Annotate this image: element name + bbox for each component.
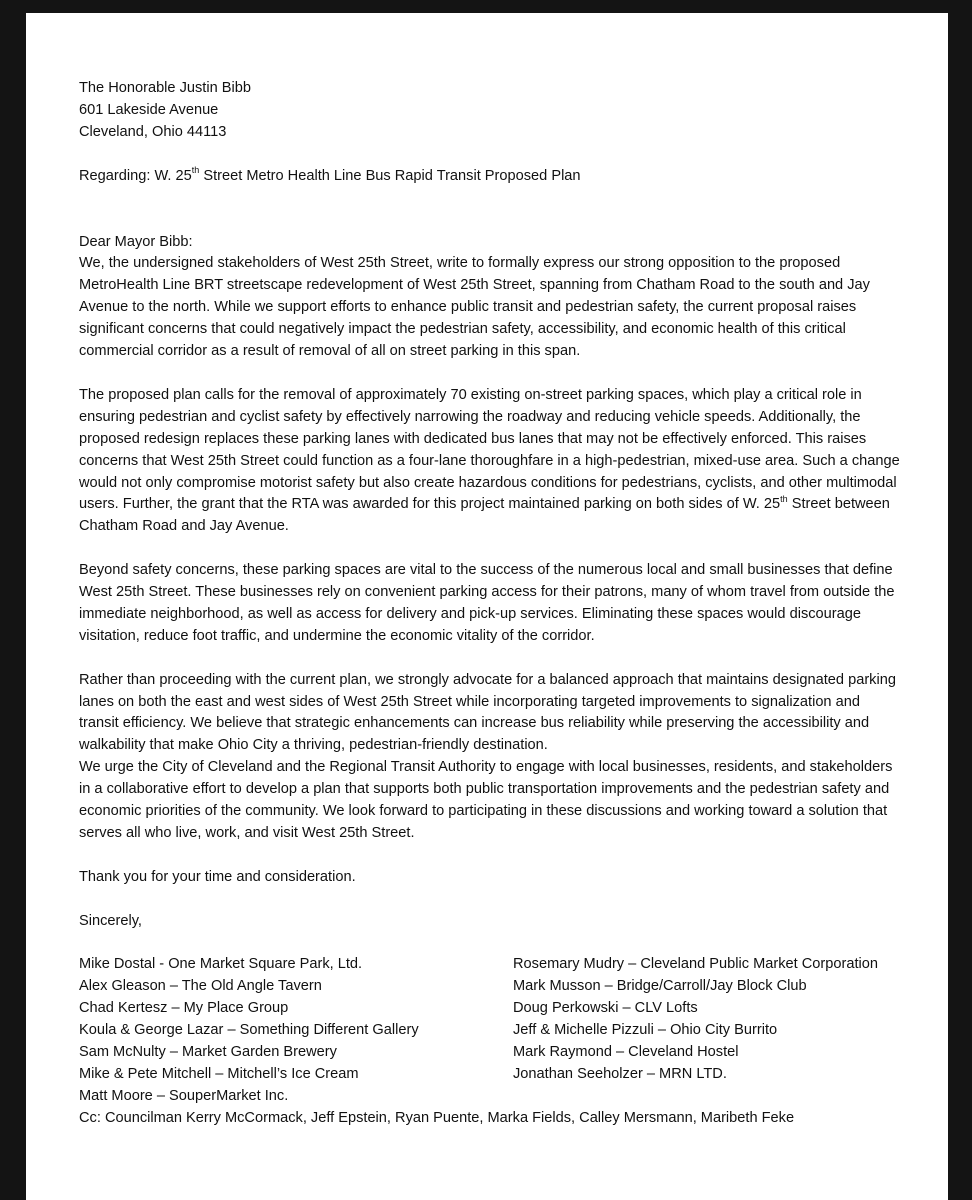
signer-line: Doug Perkowski – CLV Lofts xyxy=(513,1000,698,1017)
cc-line: Cc: Councilman Kerry McCormack, Jeff Epstein, Ryan Puente, Marka Fields, Calley Mersmann, Maribeth Feke xyxy=(79,1109,795,1126)
signer-line: Matt Moore – SouperMarket Inc. xyxy=(79,1087,289,1104)
regarding-prefix: Regarding: W. 25 xyxy=(79,167,192,184)
signer-line: Mike Dostal - One Market Square Park, Ltd. xyxy=(79,956,363,973)
signer-line: Alex Gleason – The Old Angle Tavern xyxy=(79,978,322,995)
thanks-line: Thank you for your time and consideration. xyxy=(79,868,356,885)
signer-line: Rosemary Mudry – Cleveland Public Market Corporation xyxy=(513,956,878,973)
signatories xyxy=(79,954,901,1107)
signer-line: Sam McNulty – Market Garden Brewery xyxy=(79,1043,337,1060)
paragraph-safety-text: The proposed plan calls for the removal of approximately 70 existing on-street parking spaces, which play a critical role in ensuring pedestrian and cyclist safety by effectively narrowing the roadway and reducing vehicle speeds. Additionally, the proposed redesign replaces these parking lanes with dedicated bus lanes that may not be effectively enforced. This raises concerns that West 25th Street could function as a four-lane thoroughfare in a high-pedestrian, mixed-use area. Such a change would not only compromise motorist safety but also create hazardous conditions for pedestrians, cyclists, and other multimodal users. Further, the grant that the RTA was awarded for this project maintained parking on both sides of W. 25 xyxy=(79,386,900,513)
signer-line: Mike & Pete Mitchell – Mitchell’s Ice Cream xyxy=(79,1065,359,1082)
paragraph-business: Beyond safety concerns, these parking spaces are vital to the success of the numerous local and small businesses that define West 25th Street. These businesses rely on convenient parking access for their patrons, many of whom travel from outside the immediate neighborhood, as well as access for delivery and pick-up services. Eliminating these spaces would discourage visitation, reduce foot traffic, and undermine the economic vitality of the corridor. xyxy=(79,562,895,644)
regarding-suffix: Street Metro Health Line Bus Rapid Transit Proposed Plan xyxy=(199,167,581,184)
letter-body xyxy=(79,78,901,1130)
regarding-line xyxy=(79,166,901,188)
regarding-superscript: th xyxy=(191,164,200,175)
signer-line: Mark Musson – Bridge/Carroll/Jay Block Club xyxy=(513,978,807,995)
paragraph-safety-tail: Street between Chatham Road and Jay Avenue. xyxy=(79,496,890,535)
signers-left-column xyxy=(79,954,513,1107)
recipient-name: The Honorable Justin Bibb xyxy=(79,80,251,96)
recipient-address xyxy=(79,78,901,144)
signer-line: Koula & George Lazar – Something Different Gallery xyxy=(79,1022,419,1039)
paragraph-alternative: Rather than proceeding with the current plan, we strongly advocate for a balanced approach that maintains designated parking lanes on both the east and west sides of West 25th Street while incorporating targeted improvements to signalization and transit efficiency. We believe that strategic enhancements can increase bus reliability while preserving the accessibility and walkability that make Ohio City a thriving, pedestrian-friendly destination. xyxy=(79,671,896,754)
signer-line: Jeff & Michelle Pizzuli – Ohio City Burrito xyxy=(513,1022,778,1039)
salutation: Dear Mayor Bibb: xyxy=(79,233,193,250)
signer-line: Jonathan Seeholzer – MRN LTD. xyxy=(513,1065,727,1082)
paragraph-opposition: We, the undersigned stakeholders of West 25th Street, write to formally express our strong opposition to the proposed MetroHealth Line BRT streetscape redevelopment of West 25th Street, spanning from Chatham Road to the south and Jay Avenue to the north. While we support efforts to enhance public transit and pedestrian safety, the current proposal raises significant concerns that could negatively impact the pedestrian safety, accessibility, and economic health of this critical commercial corridor as a result of removal of all on street parking in this span. xyxy=(79,255,870,360)
letter-page xyxy=(26,13,948,1200)
recipient-city: Cleveland, Ohio 44113 xyxy=(79,123,227,140)
signer-line: Mark Raymond – Cleveland Hostel xyxy=(513,1043,739,1060)
paragraph-safety xyxy=(79,385,901,538)
signers-right-column xyxy=(513,954,901,1107)
recipient-street: 601 Lakeside Avenue xyxy=(79,101,219,118)
closing: Sincerely, xyxy=(79,912,142,929)
signer-line: Chad Kertesz – My Place Group xyxy=(79,1000,289,1017)
paragraph-safety-superscript: th xyxy=(780,493,788,504)
paragraph-urge: We urge the City of Cleveland and the Regional Transit Authority to engage with local businesses, residents, and stakeholders in a collaborative effort to develop a plan that supports both public transportation improvements and the pedestrian safety and economic priorities of the community. We look forward to participating in these discussions and working toward a solution that serves all who live, work, and visit West 25th Street. xyxy=(79,759,893,841)
